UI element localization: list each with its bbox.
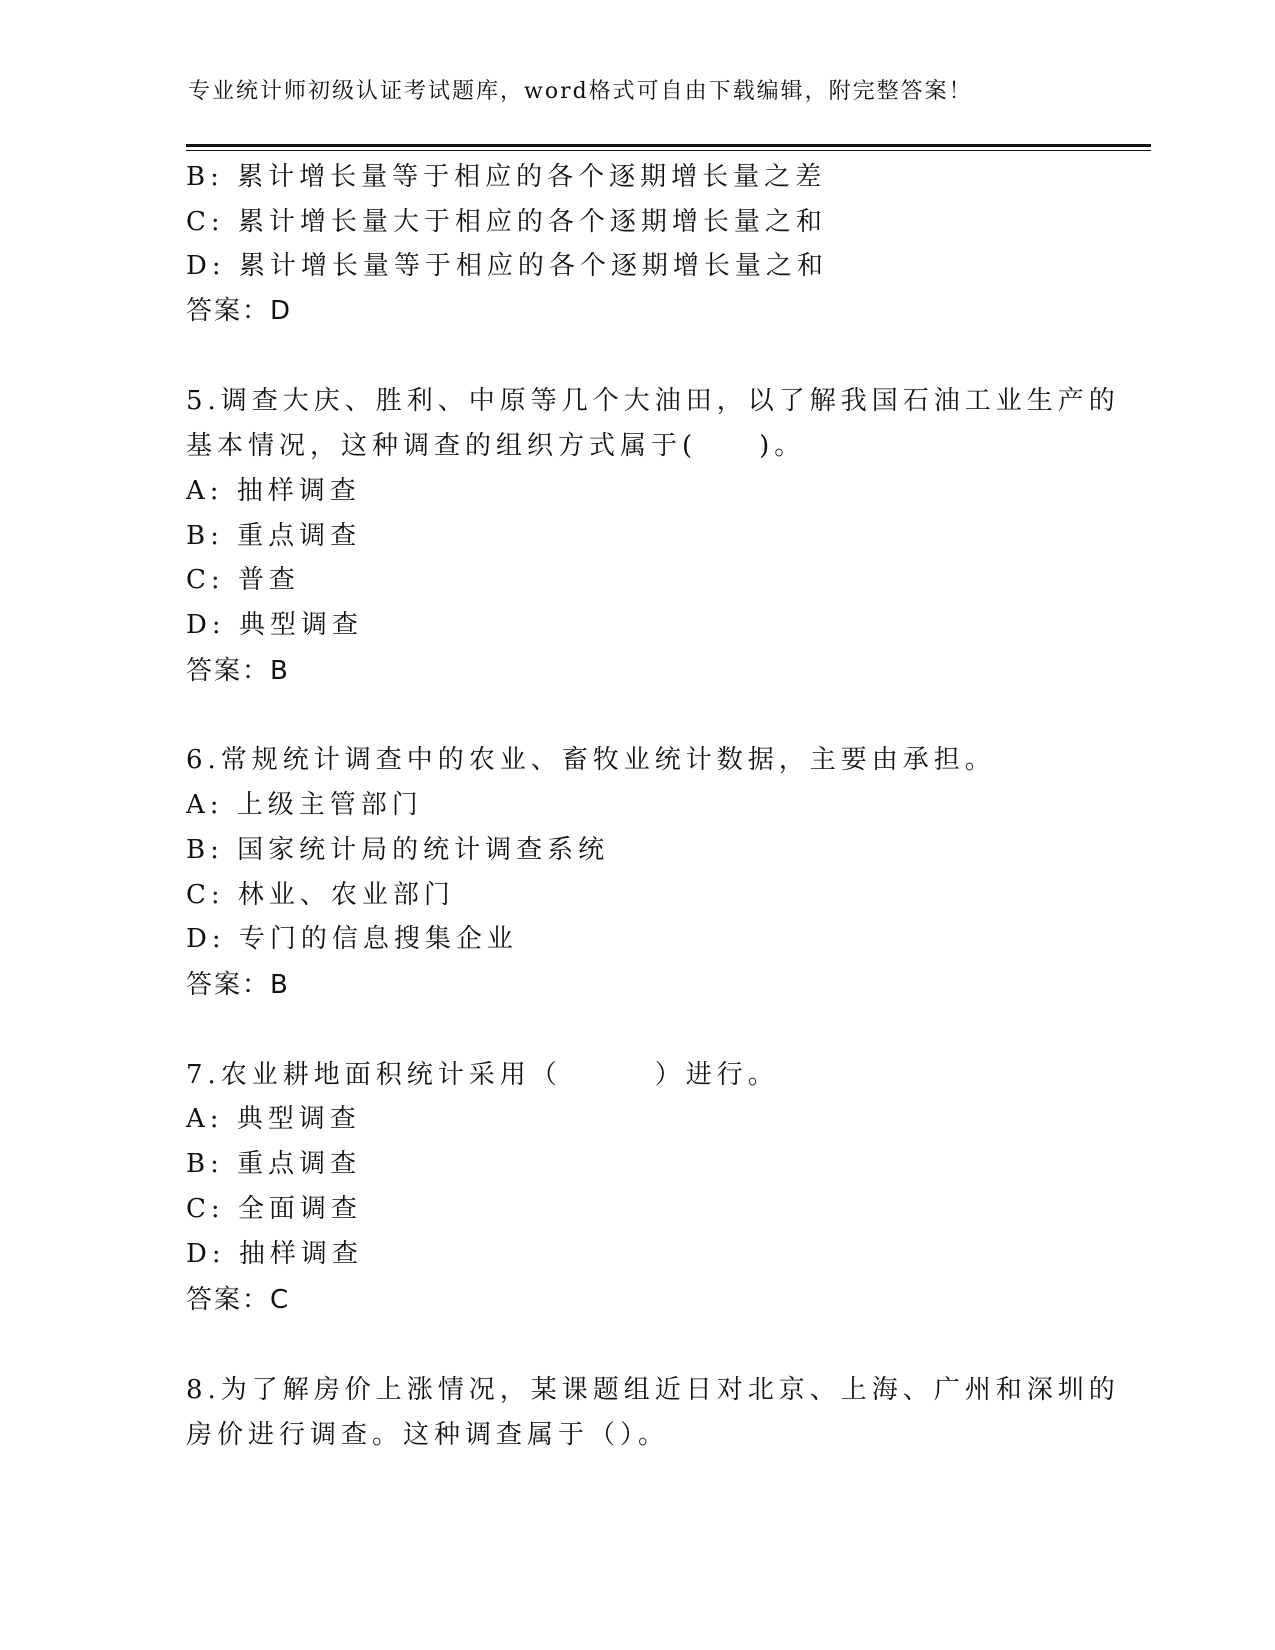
q6-stem-line-1: 6.常规统计调查中的农业、畜牧业统计数据，主要由承担。 (186, 745, 996, 775)
q4-answer: 答案：D (186, 296, 293, 326)
q4-option-d: D: 累计增长量等于相应的各个逐期增长量之和 (186, 251, 828, 281)
q6-answer: 答案：B (186, 970, 290, 1000)
header-rule-thin (186, 150, 1151, 151)
q8-stem-line-2: 房价进行调查。这种调查属于（）。 (186, 1420, 670, 1450)
q6-option-c: C: 林业、农业部门 (186, 880, 455, 910)
q7-option-b: B: 重点调查 (186, 1149, 362, 1179)
q5-option-d: D: 典型调查 (186, 610, 363, 640)
q4-option-b: B: 累计增长量等于相应的各个逐期增长量之差 (186, 162, 827, 192)
q6-option-b: B: 国家统计局的统计调查系统 (186, 835, 610, 865)
header-rule-thick (186, 144, 1151, 147)
q5-option-c: C: 普查 (186, 565, 300, 595)
q5-option-b: B: 重点调查 (186, 521, 362, 551)
q7-stem-line-1: 7.农业耕地面积统计采用（ ）进行。 (186, 1060, 779, 1090)
q4-option-c: C: 累计增长量大于相应的各个逐期增长量之和 (186, 207, 827, 237)
q7-option-c: C: 全面调查 (186, 1194, 362, 1224)
q7-option-a: A: 典型调查 (186, 1104, 361, 1134)
page-header: 专业统计师初级认证考试题库，word格式可自由下载编辑，附完整答案！ (188, 79, 973, 104)
q5-stem-line-2: 基本情况，这种调查的组织方式属于( )。 (186, 431, 806, 461)
q5-option-a: A: 抽样调查 (186, 476, 361, 506)
q6-option-a: A: 上级主管部门 (186, 790, 423, 820)
q5-stem-line-1: 5.调查大庆、胜利、中原等几个大油田，以了解我国石油工业生产的 (186, 386, 1120, 416)
q6-option-d: D: 专门的信息搜集企业 (186, 924, 518, 954)
q7-option-d: D: 抽样调查 (186, 1239, 363, 1269)
q5-answer: 答案：B (186, 656, 290, 686)
q7-answer: 答案：C (186, 1285, 291, 1315)
q8-stem-line-1: 8.为了解房价上涨情况，某课题组近日对北京、上海、广州和深圳的 (186, 1375, 1120, 1405)
